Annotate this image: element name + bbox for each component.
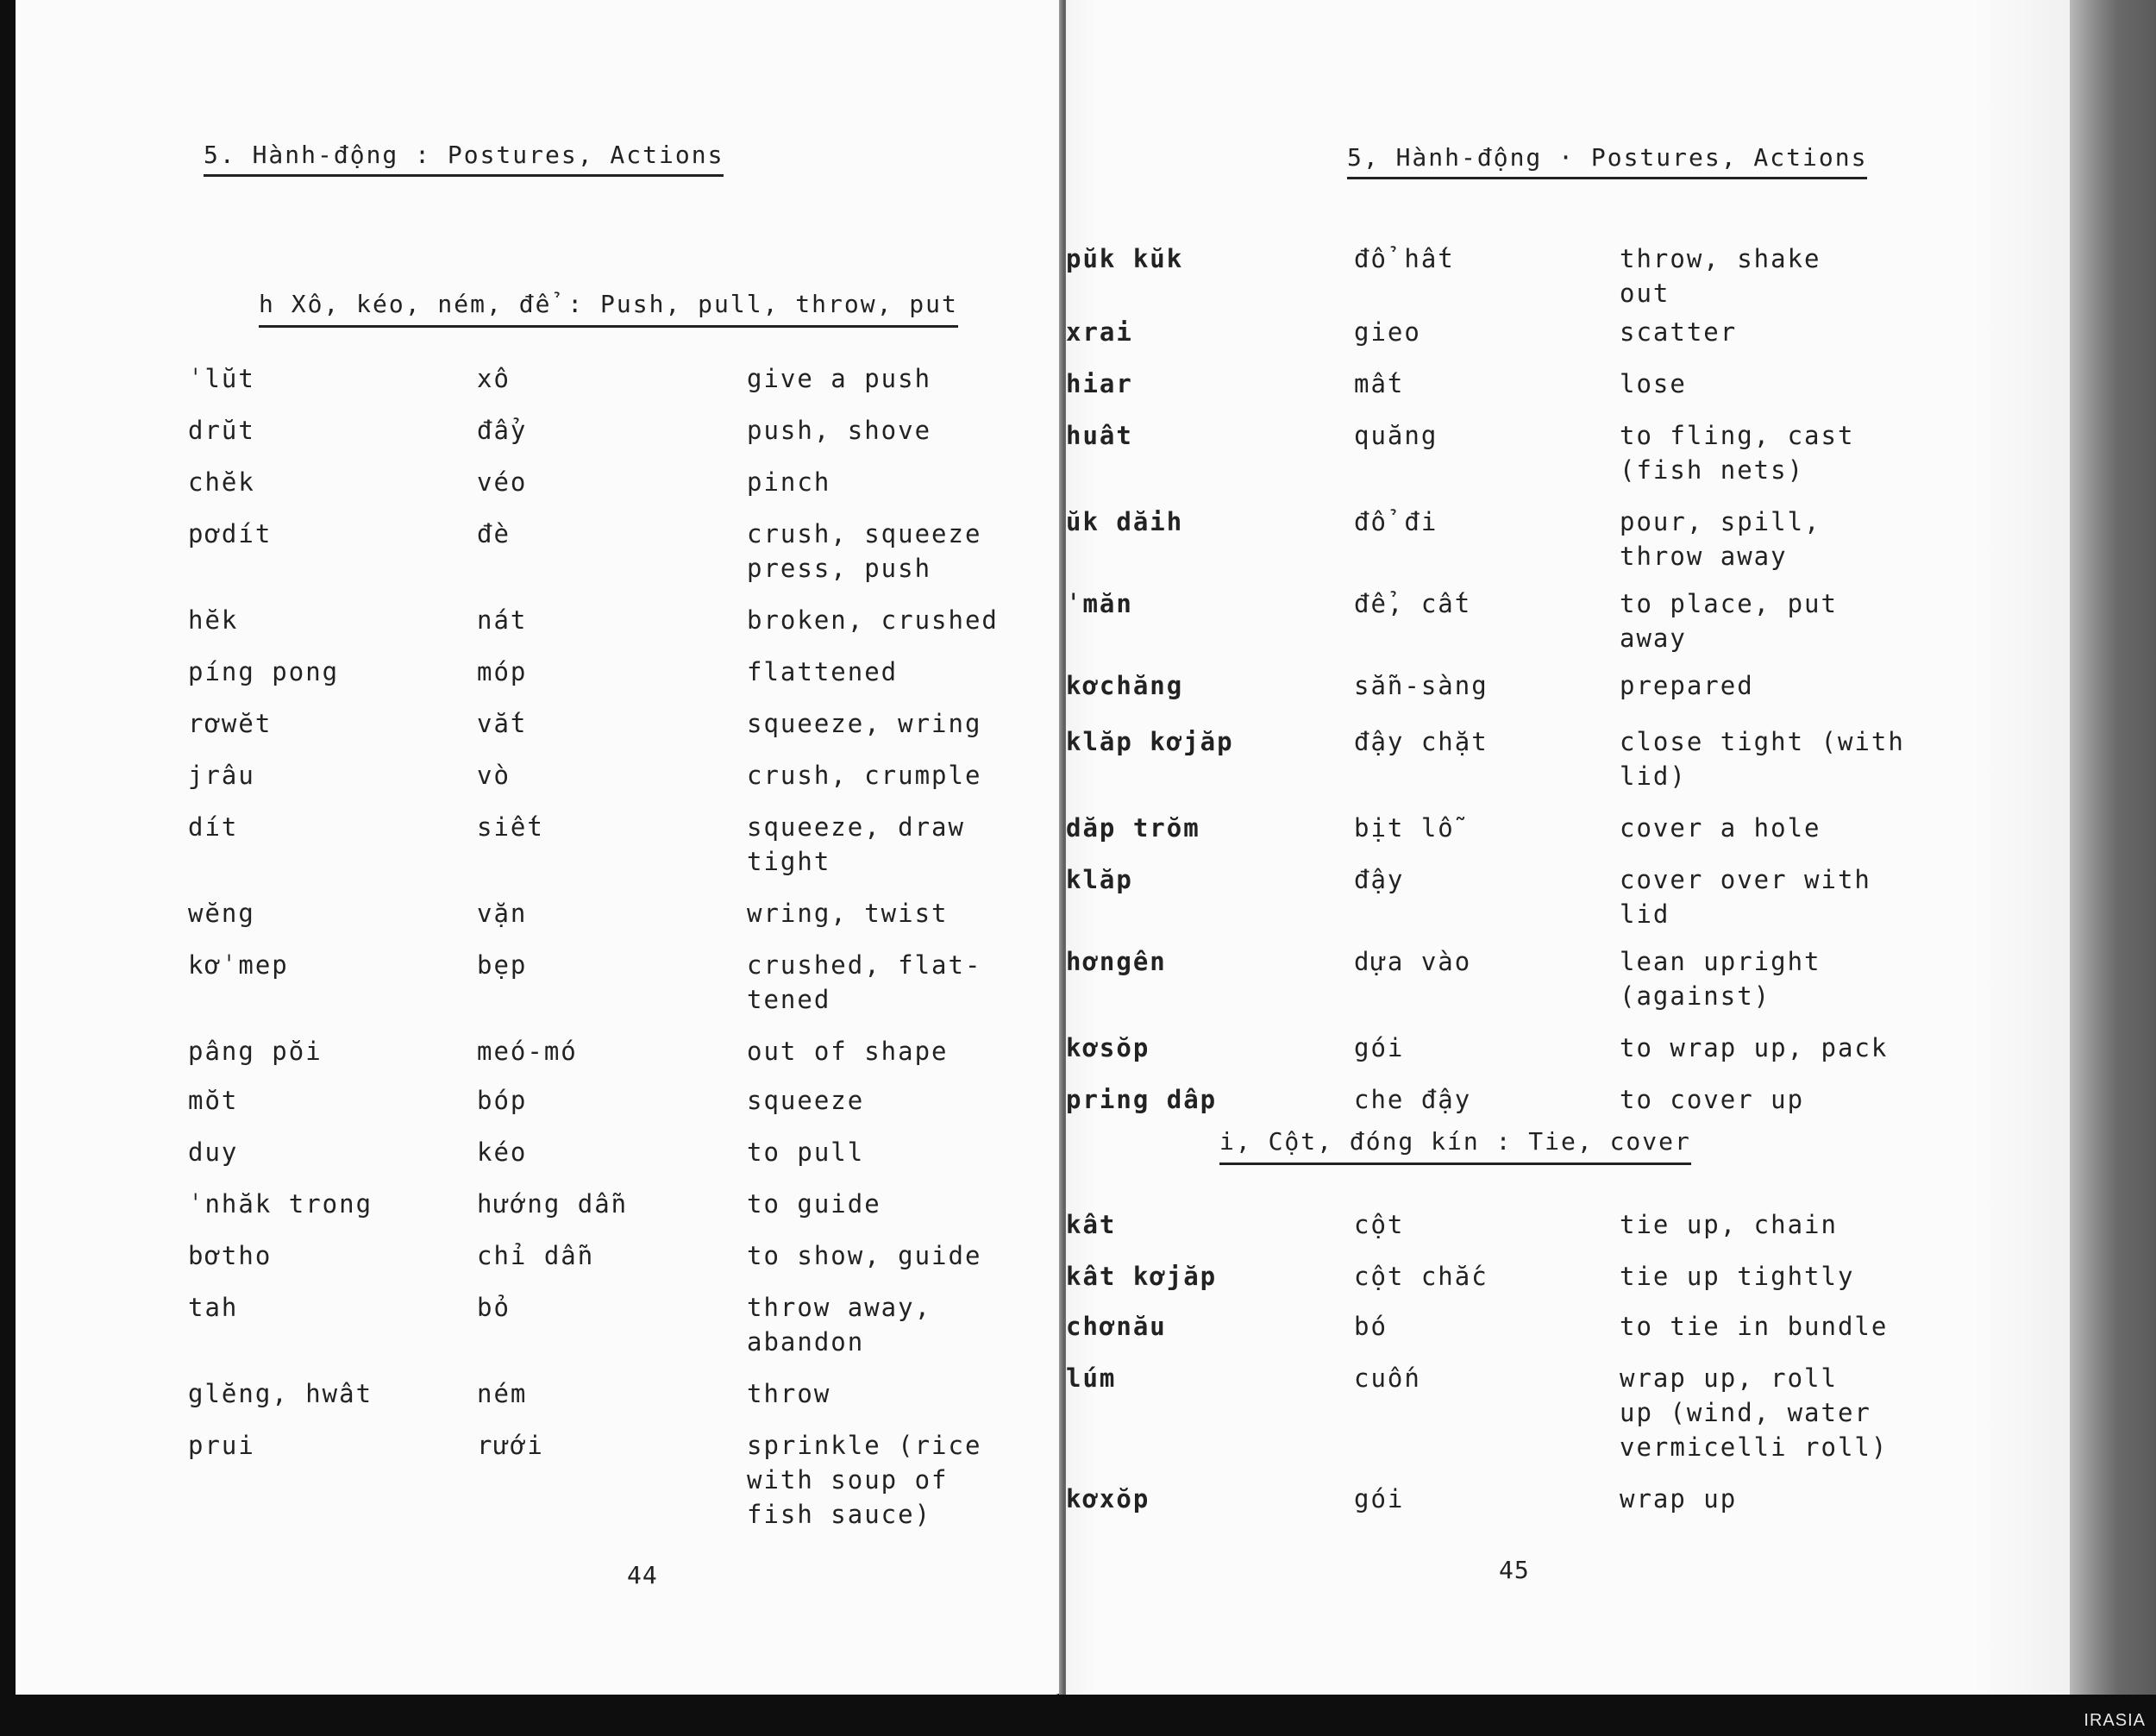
english-cell: push, shove (747, 416, 932, 445)
vietnamese-cell: dựa vào (1354, 947, 1472, 976)
table-row (16, 1083, 1063, 1115)
term-cell: bơtho (188, 1241, 273, 1270)
vietnamese-cell: vắt (477, 709, 528, 738)
sub-heading: i, Cột, đóng kín : Tie, cover (1219, 1127, 1691, 1165)
english-cell: wring, twist (747, 899, 949, 928)
term-cell: klăp kơjăp (1066, 727, 1234, 756)
term-cell: hĕk (188, 605, 239, 635)
sub-heading: h Xô, kéo, ném, để : Push, pull, throw, put (259, 290, 958, 328)
table-row (16, 1238, 1063, 1270)
english-cell: flattened (747, 657, 899, 686)
english-cell: broken, crushed (747, 605, 999, 635)
scanner-edge (2070, 0, 2156, 1736)
page-number: 44 (627, 1561, 658, 1589)
english-cell: sprinkle (rice with soup of fish sauce) (747, 1431, 982, 1529)
table-row (1066, 1309, 2075, 1341)
english-cell: lose (1620, 369, 1687, 398)
vietnamese-cell: đẩy (477, 416, 528, 445)
table-row (16, 948, 1063, 1014)
vietnamese-cell: chỉ dẫn (477, 1241, 595, 1270)
table-row (16, 810, 1063, 876)
english-cell: to wrap up, pack (1620, 1033, 1889, 1062)
term-cell: pâng pŏi (188, 1037, 323, 1066)
table-row (1066, 1259, 2075, 1291)
english-cell: crush, squeeze press, push (747, 519, 982, 583)
table-row (1066, 811, 2075, 843)
term-cell: pring dâp (1066, 1085, 1218, 1114)
vietnamese-cell: meó-mó (477, 1037, 578, 1066)
term-cell: klăp (1066, 865, 1133, 894)
term-cell: hơngên (1066, 947, 1167, 976)
table-row (16, 1428, 1063, 1529)
table-row (16, 361, 1063, 393)
left-page (16, 0, 1063, 1695)
term-cell: píng pong (188, 657, 340, 686)
table-row (1066, 944, 2075, 1011)
term-cell: xrai (1066, 317, 1133, 347)
scanner-bottom-edge (0, 1695, 2156, 1736)
term-cell: dăp trŏm (1066, 813, 1200, 843)
english-cell: tie up, chain (1620, 1210, 1838, 1239)
vietnamese-cell: quăng (1354, 421, 1438, 450)
english-cell: tie up tightly (1620, 1262, 1855, 1291)
vietnamese-cell: hướng dẫn (477, 1189, 629, 1219)
section-heading: 5, Hành-động · Postures, Actions (1347, 143, 1867, 179)
table-row (16, 1187, 1063, 1219)
english-cell: to guide (747, 1189, 881, 1219)
english-cell: cover a hole (1620, 813, 1821, 843)
term-cell: dít (188, 812, 239, 842)
vietnamese-cell: sẵn-sàng (1354, 671, 1489, 700)
term-cell: drŭt (188, 416, 255, 445)
table-row (1066, 586, 2075, 653)
vietnamese-cell: cuốn (1354, 1363, 1421, 1393)
term-cell: duy (188, 1137, 239, 1167)
english-cell: wrap up (1620, 1484, 1738, 1514)
english-cell: give a push (747, 364, 932, 393)
vietnamese-cell: rưới (477, 1431, 544, 1460)
term-cell: mŏt (188, 1086, 239, 1115)
vietnamese-cell: bóp (477, 1086, 528, 1115)
term-cell: rơwĕt (188, 709, 273, 738)
table-row (16, 413, 1063, 445)
vietnamese-cell: cột chắc (1354, 1262, 1489, 1291)
table-row (1066, 724, 2075, 791)
english-cell: crush, crumple (747, 761, 982, 790)
term-cell: wĕng (188, 899, 255, 928)
term-cell: glĕng, hwât (188, 1379, 373, 1408)
english-cell: squeeze (747, 1086, 865, 1115)
vietnamese-cell: nát (477, 605, 528, 635)
english-cell: to pull (747, 1137, 865, 1167)
vietnamese-cell: che đậy (1354, 1085, 1472, 1114)
english-cell: to place, put away (1620, 589, 1838, 653)
english-cell: out of shape (747, 1037, 949, 1066)
right-page (1066, 0, 2075, 1695)
vietnamese-cell: ném (477, 1379, 528, 1408)
english-cell: to show, guide (747, 1241, 982, 1270)
page-number: 45 (1499, 1556, 1530, 1584)
english-cell: prepared (1620, 671, 1754, 700)
term-cell: ŭk dăih (1066, 507, 1184, 536)
term-cell: ˈlŭt (188, 364, 255, 393)
english-cell: to fling, cast (fish nets) (1620, 421, 1855, 485)
term-cell: chĕk (188, 467, 255, 497)
table-row (16, 1376, 1063, 1408)
english-cell: throw away, abandon (747, 1293, 932, 1357)
term-cell: kât (1066, 1210, 1117, 1239)
vietnamese-cell: đậy chặt (1354, 727, 1489, 756)
table-row (1066, 241, 2075, 308)
table-row (1066, 315, 2075, 347)
table-row (16, 896, 1063, 928)
term-cell: tah (188, 1293, 239, 1322)
vietnamese-cell: đậy (1354, 865, 1405, 894)
english-cell: to cover up (1620, 1085, 1805, 1114)
term-cell: chơnău (1066, 1312, 1167, 1341)
english-cell: scatter (1620, 317, 1738, 347)
table-row (1066, 668, 2075, 700)
vietnamese-cell: siết (477, 812, 544, 842)
table-row (1066, 862, 2075, 929)
table-row (16, 706, 1063, 738)
vietnamese-cell: bỏ (477, 1293, 511, 1322)
table-row (16, 1290, 1063, 1357)
vietnamese-cell: vặn (477, 899, 528, 928)
english-cell: wrap up, roll up (wind, water vermicelli roll) (1620, 1363, 1889, 1462)
vietnamese-cell: cột (1354, 1210, 1405, 1239)
table-row (16, 1135, 1063, 1167)
table-row (16, 465, 1063, 497)
english-cell: throw, shake out (1620, 244, 1821, 308)
english-cell: cover over with lid (1620, 865, 1871, 929)
english-cell: lean upright (against) (1620, 947, 1821, 1011)
table-row (1066, 1361, 2075, 1462)
vietnamese-cell: móp (477, 657, 528, 686)
vietnamese-cell: bó (1354, 1312, 1388, 1341)
english-cell: to tie in bundle (1620, 1312, 1889, 1341)
term-cell: kơˈmep (188, 950, 289, 980)
vietnamese-cell: véo (477, 467, 528, 497)
term-cell: kât kơjăp (1066, 1262, 1218, 1291)
english-cell: pinch (747, 467, 831, 497)
vietnamese-cell: đổ đi (1354, 507, 1438, 536)
term-cell: ˈnhăk trong (188, 1189, 373, 1219)
table-row (1066, 1207, 2075, 1239)
english-cell: pour, spill, throw away (1620, 507, 1821, 571)
section-heading: 5. Hành-động : Postures, Actions (204, 141, 724, 177)
term-cell: huât (1066, 421, 1133, 450)
term-cell: prui (188, 1431, 255, 1460)
vietnamese-cell: bẹp (477, 950, 528, 980)
term-cell: ˈmăn (1066, 589, 1133, 618)
watermark: IRASIA (2084, 1711, 2146, 1730)
table-row (1066, 418, 2075, 485)
vietnamese-cell: đè (477, 519, 511, 548)
term-cell: jrâu (188, 761, 255, 790)
term-cell: kơsŏp (1066, 1033, 1150, 1062)
term-cell: kơchăng (1066, 671, 1184, 700)
table-row (16, 758, 1063, 790)
vietnamese-cell: gieo (1354, 317, 1421, 347)
term-cell: lúm (1066, 1363, 1117, 1393)
english-cell: squeeze, wring (747, 709, 982, 738)
english-cell: crushed, flat- tened (747, 950, 982, 1014)
term-cell: hiar (1066, 369, 1133, 398)
term-cell: kơxŏp (1066, 1484, 1150, 1514)
english-cell: throw (747, 1379, 831, 1408)
vietnamese-cell: gói (1354, 1484, 1405, 1514)
english-cell: close tight (with lid) (1620, 727, 1905, 791)
vietnamese-cell: mất (1354, 369, 1405, 398)
table-row (16, 1034, 1063, 1066)
vietnamese-cell: đổ hất (1354, 244, 1455, 273)
term-cell: pơdít (188, 519, 273, 548)
vietnamese-cell: bịt lỗ (1354, 813, 1455, 843)
vietnamese-cell: xô (477, 364, 511, 393)
vietnamese-cell: kéo (477, 1137, 528, 1167)
english-cell: squeeze, draw tight (747, 812, 965, 876)
vietnamese-cell: gói (1354, 1033, 1405, 1062)
vietnamese-cell: vò (477, 761, 511, 790)
table-row (1066, 1082, 2075, 1114)
vietnamese-cell: để, cất (1354, 589, 1472, 618)
table-row (16, 603, 1063, 635)
term-cell: pŭk kŭk (1066, 244, 1184, 273)
